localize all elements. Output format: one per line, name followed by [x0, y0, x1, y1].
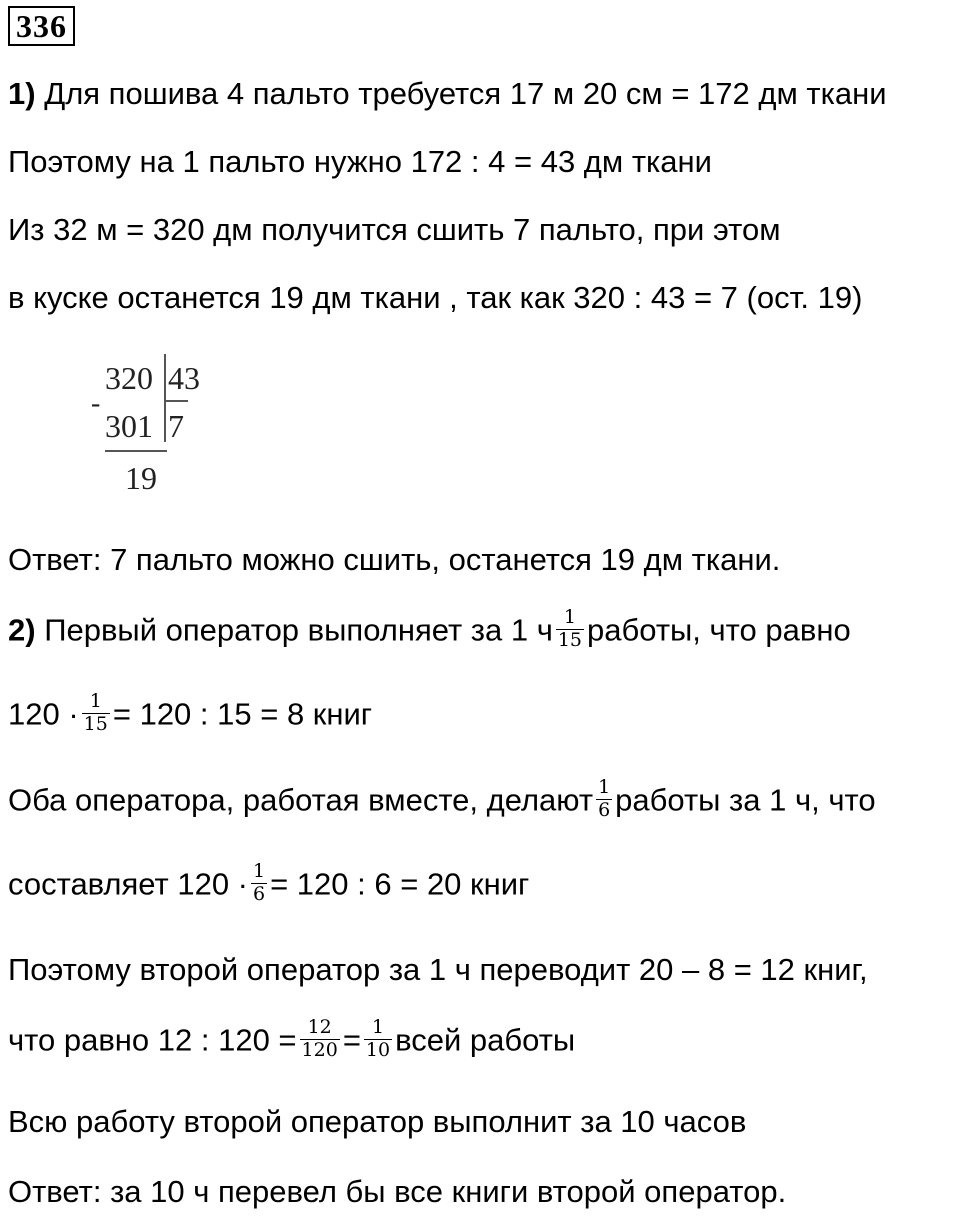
part2-line6 [8, 1016, 576, 1065]
fraction-denominator: 15 [557, 628, 583, 651]
fraction-denominator: 15 [83, 712, 108, 735]
division-subtrahend: 301 [105, 408, 153, 444]
fraction-1-6 [596, 777, 612, 822]
part1-line3: Из 32 м = 320 дм получится сшить 7 пальто, при этом [8, 212, 781, 247]
long-division [80, 352, 220, 496]
part1-line1 [8, 78, 887, 109]
fraction-numerator: 1 [556, 607, 584, 630]
part2-line4-tail: = 120 : 6 = 20 книг [270, 866, 530, 902]
part2-line1-tail: работы, что равно [587, 612, 851, 648]
division-divisor: 43 [168, 360, 200, 396]
fraction-denominator: 6 [598, 798, 611, 821]
part1-line2: Поэтому на 1 пальто нужно 172 : 4 = 43 дм ткани [8, 144, 712, 179]
problem-number: 336 [8, 6, 75, 46]
division-subtract-line [105, 450, 167, 452]
part2-line1 [8, 606, 851, 655]
fraction-1-10 [364, 1017, 392, 1062]
fraction-numerator: 1 [253, 860, 266, 882]
part2-answer: Ответ: за 10 ч перевел бы все книги второй оператор. [8, 1174, 787, 1209]
part2-line4 [8, 860, 530, 909]
fraction-numerator: 1 [598, 776, 611, 798]
fraction-numerator: 1 [82, 691, 110, 714]
part2-line1-text: Первый оператор выполняет за 1 ч [44, 612, 553, 648]
part2-line4-pre: составляет 120 · [8, 866, 248, 902]
part1-answer: Ответ: 7 пальто можно сшить, останется 19 дм ткани. [8, 542, 781, 577]
part2-line6-tail: всей работы [395, 1022, 576, 1058]
fraction-1-15 [556, 607, 584, 652]
fraction-denominator: 120 [301, 1038, 338, 1061]
fraction-denominator: 6 [253, 882, 266, 905]
division-dividend: 320 [105, 360, 153, 396]
fraction-numerator: 1 [364, 1017, 392, 1040]
part2-line3-text: Оба оператора, работая вместе, делают [8, 782, 594, 818]
division-quotient: 7 [168, 408, 184, 444]
division-minus: - [91, 388, 101, 419]
fraction-1-6-b [251, 861, 267, 906]
part2-line2 [8, 690, 373, 739]
part2-line5: Поэтому второй оператор за 1 ч переводит 20 – 8 = 12 книг, [8, 952, 868, 987]
part2-line3 [8, 776, 876, 825]
division-quotient-line [164, 400, 188, 402]
part2-label: 2) [8, 612, 36, 648]
part2-line2-tail: = 120 : 15 = 8 книг [112, 696, 373, 732]
division-remainder: 19 [125, 460, 157, 496]
part2-line6-eq: = [342, 1022, 361, 1058]
part1-line1-text: Для пошива 4 пальто требуется 17 м 20 см = 172 дм ткани [44, 76, 887, 111]
part1-label: 1) [8, 76, 36, 111]
division-vertical-line [164, 354, 166, 442]
part2-line6-pre: что равно 12 : 120 = [8, 1022, 297, 1058]
fraction-1-15-b [82, 691, 110, 736]
fraction-denominator: 10 [365, 1038, 391, 1061]
part2-line3-tail: работы за 1 ч, что [615, 782, 876, 818]
fraction-numerator: 12 [300, 1017, 340, 1040]
part2-line7: Всю работу второй оператор выполнит за 10 часов [8, 1104, 747, 1139]
part1-line4: в куске останется 19 дм ткани , так как 320 : 43 = 7 (ост. 19) [8, 280, 863, 315]
part2-line2-pre: 120 · [8, 696, 79, 732]
fraction-12-120 [300, 1017, 340, 1062]
